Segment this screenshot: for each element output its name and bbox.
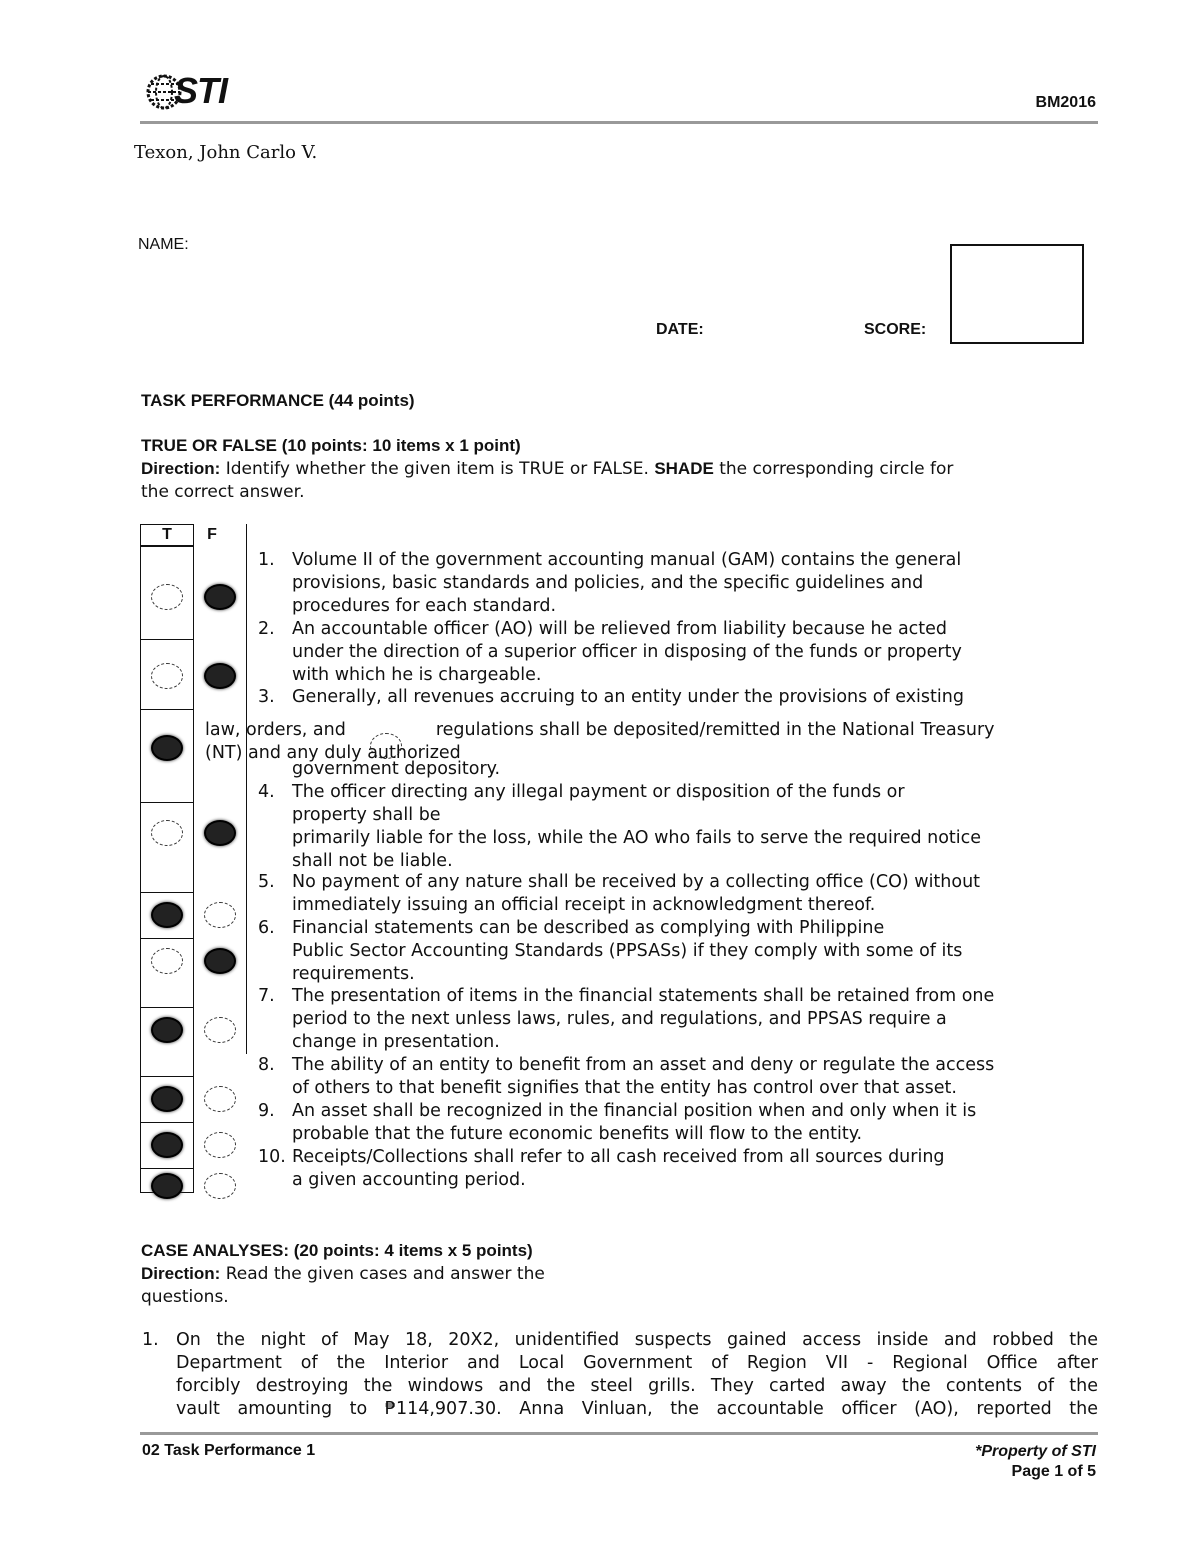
tf-item-5: [258, 871, 1088, 917]
item-text-line: 9. An asset shall be recognized in the financial position when and only when it is: [258, 1101, 977, 1121]
course-code: BM2016: [1035, 94, 1096, 111]
false-bubble[interactable]: [204, 584, 236, 610]
true-bubble[interactable]: [151, 1173, 183, 1199]
footer-property: *Property of STI: [975, 1443, 1096, 1460]
name-label: NAME:: [138, 236, 189, 253]
score-box: [950, 244, 1084, 344]
item-number: 3.: [258, 687, 275, 707]
item-text-line: procedures for each standard.: [292, 596, 557, 616]
item-text-line: requirements.: [292, 964, 415, 984]
answer-grid: [140, 524, 248, 1192]
item-text-line: 6. Financial statements can be described as complying with Philippine: [258, 918, 885, 938]
item-number: 9.: [258, 1101, 275, 1121]
item-text-line: property shall be: [292, 805, 441, 825]
t-answer-cell: [140, 802, 194, 893]
item-text-line: 1. Volume II of the government accounting manual (GAM) contains the general: [258, 550, 962, 570]
item-text-line: regulations shall be deposited/remitted in the National Treasury: [435, 720, 995, 740]
case-analyses-heading: CASE ANALYSES: (20 points: 4 items x 5 points): [141, 1241, 533, 1260]
false-bubble[interactable]: [204, 1086, 236, 1112]
date-label: DATE:: [656, 321, 704, 338]
true-bubble[interactable]: [151, 663, 183, 689]
item-text-line: a given accounting period.: [292, 1170, 526, 1190]
case-direction-text: questions.: [141, 1287, 229, 1307]
direction-shade: SHADE: [654, 459, 714, 478]
false-bubble[interactable]: [204, 1017, 236, 1043]
item-text-line: shall not be liable.: [292, 851, 453, 871]
true-bubble[interactable]: [151, 1086, 183, 1112]
tf-item-6: [258, 917, 1088, 986]
student-written-name: Texon, John Carlo V.: [134, 142, 318, 163]
direction-text: Identify whether the given item is TRUE or FALSE.: [220, 459, 655, 479]
case-text-line: forcibly destroying the windows and the steel grills. They carted away the contents of the: [176, 1376, 1098, 1396]
item-text-line: probable that the future economic benefits will flow to the entity.: [292, 1124, 863, 1144]
header-rule: [140, 121, 1098, 124]
true-bubble[interactable]: [151, 902, 183, 928]
sti-logo: [146, 72, 236, 112]
true-bubble[interactable]: [151, 948, 183, 974]
task-title: TASK PERFORMANCE (44 points): [141, 391, 415, 410]
grid-divider: [246, 524, 247, 1054]
item-text-line: with which he is chargeable.: [292, 665, 542, 685]
item-text-line: provisions, basic standards and policies, and the specific guidelines and: [292, 573, 924, 593]
case-direction: [141, 1262, 741, 1309]
footer-rule: [140, 1432, 1098, 1435]
item-text-line: 10. Receipts/Collections shall refer to all cash received from all sources during: [258, 1147, 945, 1167]
item-text-line: primarily liable for the loss, while the AO who fails to serve the required notice: [292, 828, 982, 848]
item-text-line: change in presentation.: [292, 1032, 500, 1052]
true-false-heading: TRUE OR FALSE (10 points: 10 items x 1 point): [141, 436, 521, 455]
false-bubble[interactable]: [204, 820, 236, 846]
score-label: SCORE:: [864, 321, 927, 338]
false-bubble[interactable]: [204, 902, 236, 928]
tf-item-9: [258, 1100, 1088, 1146]
item-text-line: 8. The ability of an entity to benefit from an asset and deny or regulate the access: [258, 1055, 995, 1075]
false-bubble[interactable]: [204, 663, 236, 689]
tf-item-8: [258, 1054, 1088, 1100]
case-text-line: Department of the Interior and Local Government of Region VII - Regional Office after: [176, 1353, 1098, 1373]
item-text-line: 4. The officer directing any illegal payment or disposition of the funds or: [258, 782, 905, 802]
case-text-line: On the night of May 18, 20X2, unidentified suspects gained access inside and robbed the: [176, 1330, 1098, 1350]
item-text-line: law, orders, and: [205, 720, 346, 740]
false-bubble[interactable]: [204, 1132, 236, 1158]
true-bubble[interactable]: [151, 1017, 183, 1043]
item-text-line: 3. Generally, all revenues accruing to an entity under the provisions of existing: [258, 687, 964, 707]
f-column-header: F: [207, 526, 217, 543]
footer-right: [975, 1442, 1096, 1482]
tf-item-7: [258, 985, 1088, 1054]
item-number: 5.: [258, 872, 275, 892]
item-number: 10.: [258, 1147, 286, 1167]
item-text-line: under the direction of a superior officer in disposing of the funds or property: [292, 642, 962, 662]
item-text-line: period to the next unless laws, rules, and regulations, and PPSAS require a: [292, 1009, 947, 1029]
tf-item-10: [258, 1146, 1088, 1192]
true-bubble[interactable]: [151, 820, 183, 846]
false-bubble[interactable]: [204, 1173, 236, 1199]
direction-label: Direction:: [141, 459, 221, 478]
case-direction-text: Read the given cases and answer the: [220, 1264, 545, 1284]
case-text-line: vault amounting to ₱114,907.30. Anna Vinluan, the accountable officer (AO), reported the: [176, 1399, 1098, 1419]
item-text-line: of others to that benefit signifies that the entity has control over that asset.: [292, 1078, 957, 1098]
item-number: 6.: [258, 918, 275, 938]
logo-text: STI: [174, 70, 228, 111]
item-number: 4.: [258, 782, 275, 802]
true-bubble[interactable]: [151, 735, 183, 761]
case-item-number: 1.: [142, 1330, 159, 1350]
direction-text: the correct answer.: [141, 482, 305, 502]
item-number: 1.: [258, 550, 275, 570]
item-text-line: immediately issuing an official receipt in acknowledgment thereof.: [292, 895, 876, 915]
item-text-line: 5. No payment of any nature shall be received by a collecting office (CO) without: [258, 872, 981, 892]
true-bubble[interactable]: [151, 584, 183, 610]
tf-item-1: [258, 549, 1088, 618]
footer-left: 02 Task Performance 1: [142, 1442, 316, 1459]
item-text-line: (NT) and any duly authorized: [205, 743, 461, 763]
true-false-direction: [141, 457, 1101, 504]
item-text-line: 2. An accountable officer (AO) will be relieved from liability because he acted: [258, 619, 948, 639]
true-bubble[interactable]: [151, 1132, 183, 1158]
item-text-line: 7. The presentation of items in the financial statements shall be retained from one: [258, 986, 995, 1006]
item-number: 2.: [258, 619, 275, 639]
footer-page-number: Page 1 of 5: [1011, 1463, 1096, 1480]
false-bubble[interactable]: [204, 948, 236, 974]
item-text-line: government depository.: [292, 759, 501, 779]
t-column-header: T: [162, 526, 172, 543]
direction-text: the corresponding circle for: [713, 459, 954, 479]
tf-item-3: [258, 686, 1088, 709]
item-number: 7.: [258, 986, 275, 1006]
tf-item-2: [258, 618, 1088, 687]
case-direction-label: Direction:: [141, 1264, 221, 1283]
tf-item-4: [258, 781, 1088, 873]
case-item-1: [142, 1329, 1098, 1421]
item-text-line: Public Sector Accounting Standards (PPSASs) if they comply with some of its: [292, 941, 963, 961]
item-number: 8.: [258, 1055, 275, 1075]
